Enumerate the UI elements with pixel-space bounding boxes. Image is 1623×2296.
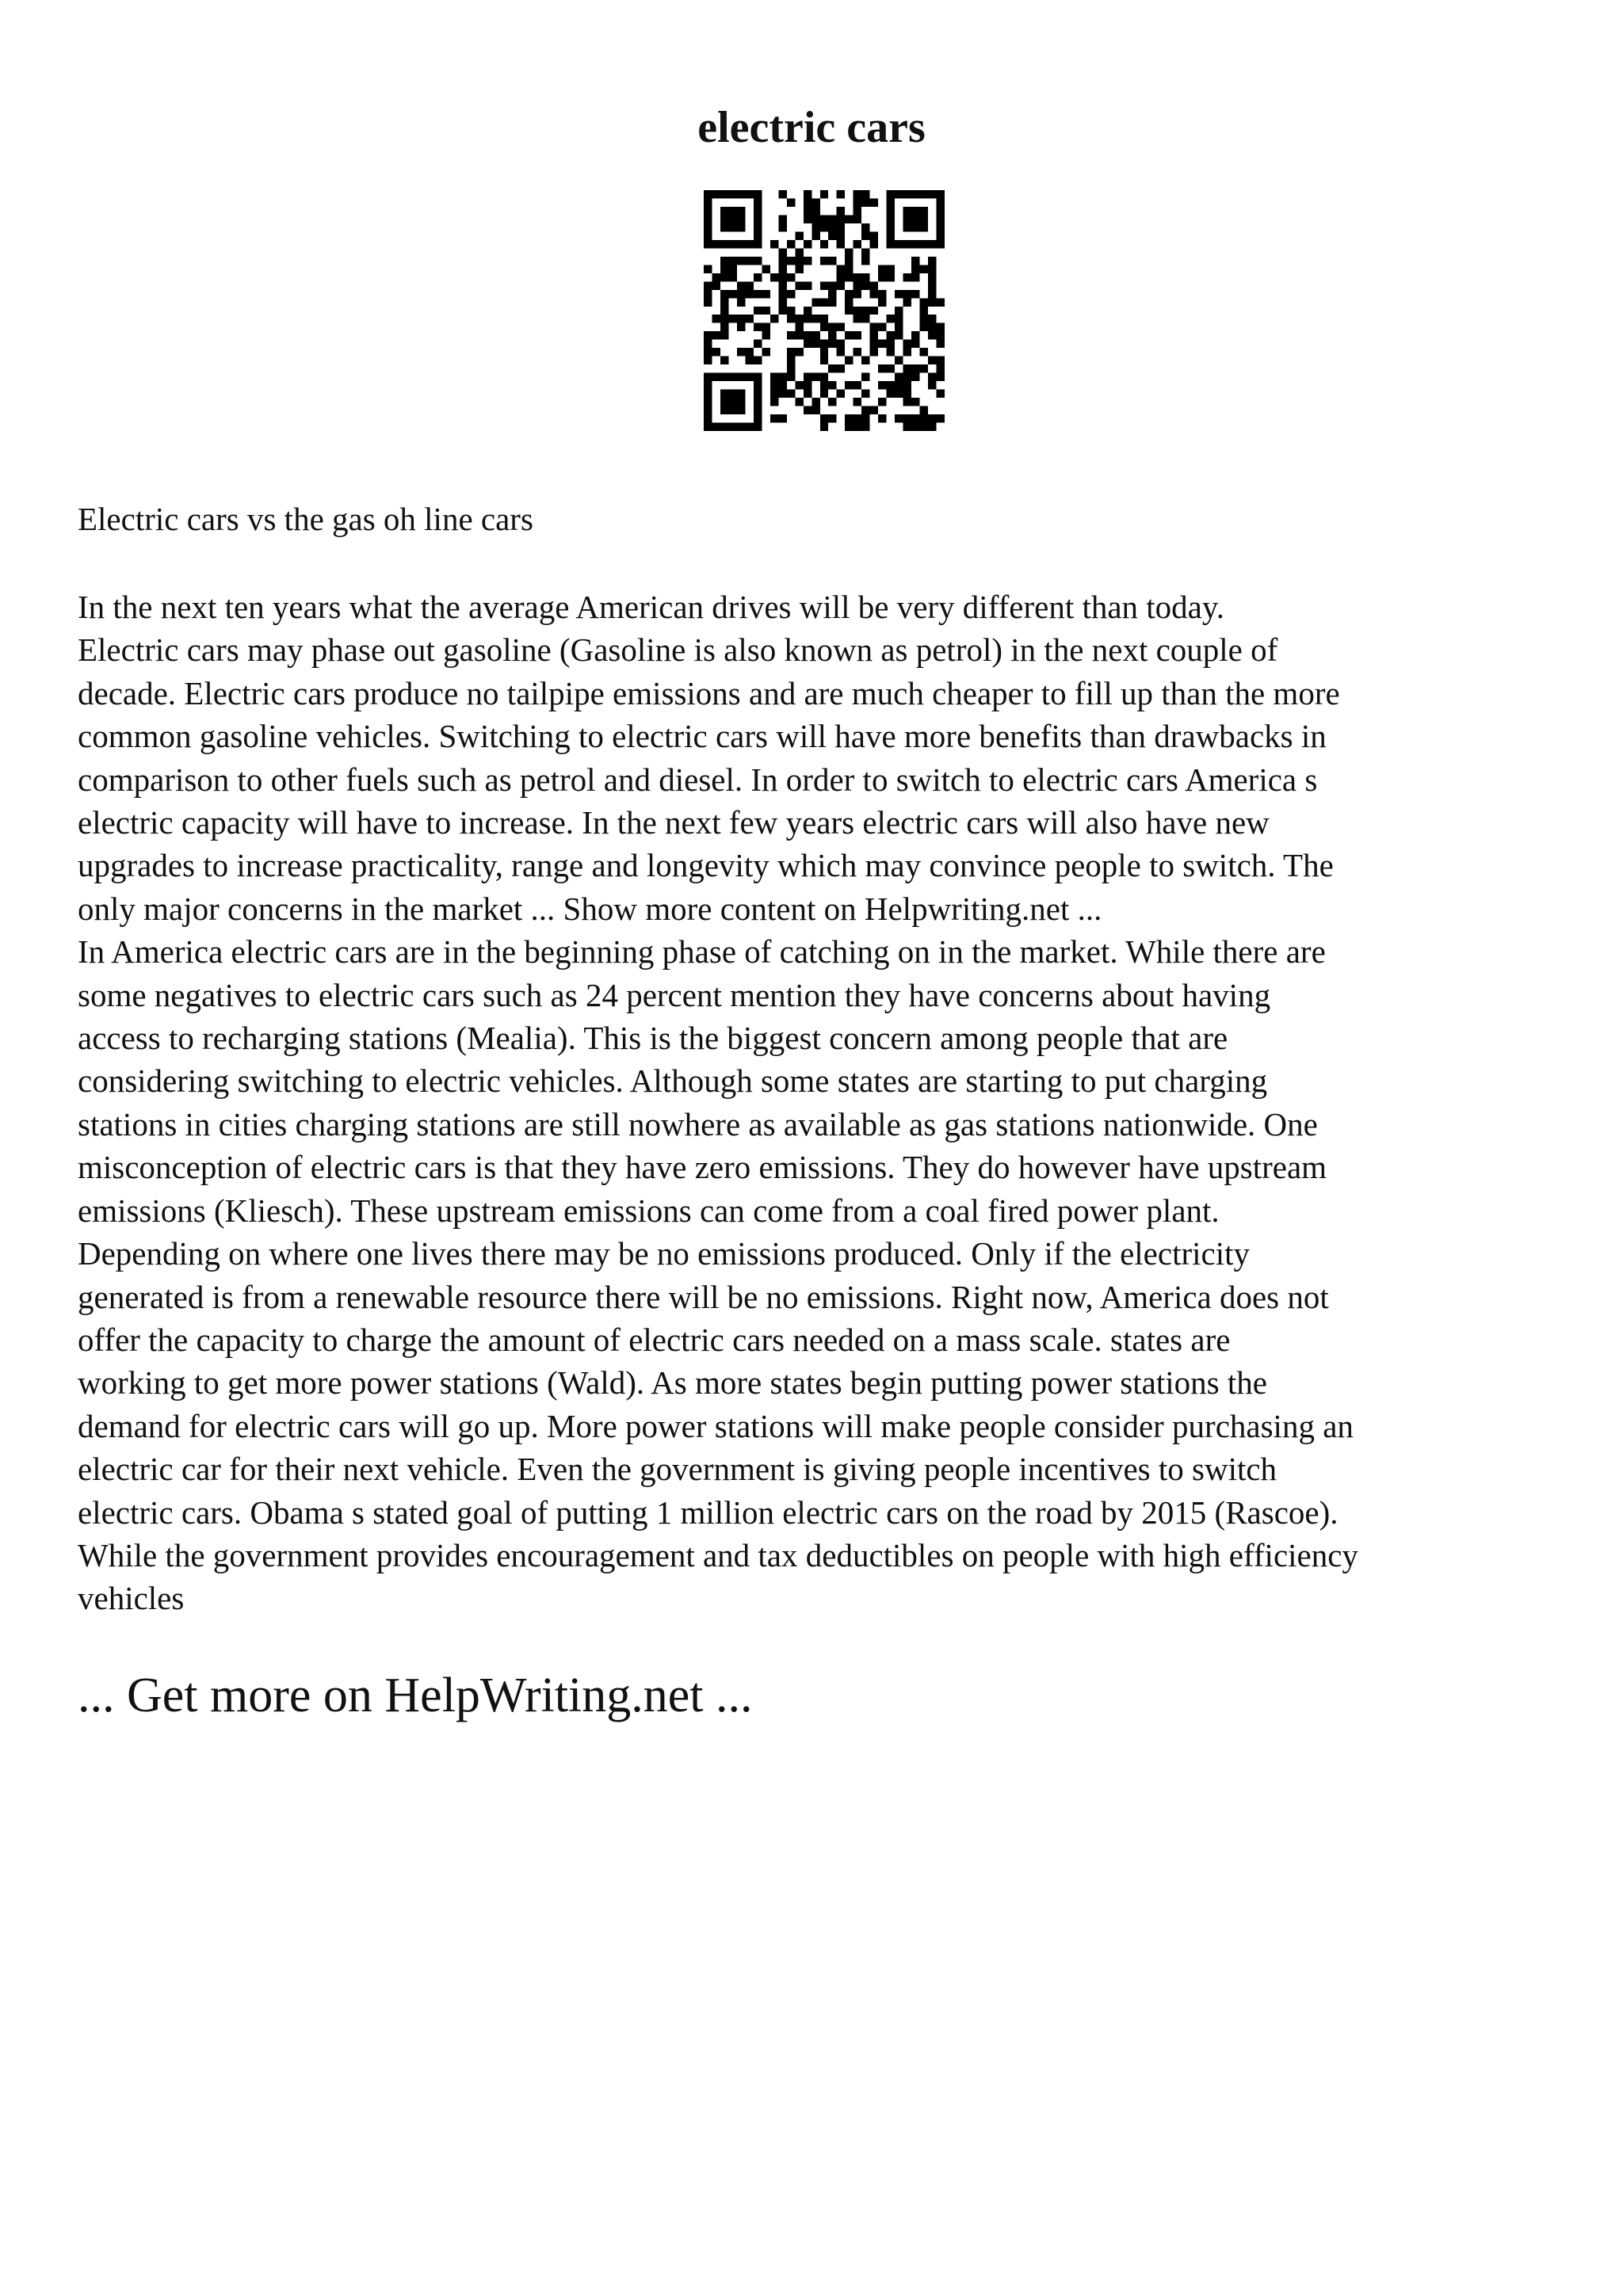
document-body (78, 585, 1550, 1620)
text-line: access to recharging stations (Mealia). This is the biggest concern among people that are (78, 1020, 1228, 1057)
qr-code-icon (704, 190, 945, 431)
text-line: some negatives to electric cars such as 24 percent mention they have concerns about having (78, 976, 1271, 1013)
text-line: Electric cars may phase out gasoline (Gasoline is also known as petrol) in the next couple of (78, 631, 1278, 669)
document-title: electric cars (697, 103, 926, 152)
text-line: offer the capacity to charge the amount of electric cars needed on a mass scale. states are (78, 1321, 1231, 1358)
paragraph-2 (78, 930, 1550, 1620)
text-line: common gasoline vehicles. Switching to electric cars will have more benefits than drawbacks in (78, 718, 1327, 755)
text-line: electric car for their next vehicle. Even the government is giving people incentives to switch (78, 1451, 1277, 1488)
text-line: stations in cities charging stations are still nowhere as available as gas stations nationwide. One (78, 1105, 1318, 1142)
document-subtitle: Electric cars vs the gas oh line cars (78, 501, 533, 537)
text-line: In the next ten years what the average American drives will be very different than today. (78, 589, 1224, 625)
text-line: generated is from a renewable resource there will be no emissions. Right now, America does not (78, 1278, 1329, 1315)
get-more-link[interactable]: ... Get more on HelpWriting.net ... (78, 1669, 753, 1722)
text-line: misconception of electric cars is that they have zero emissions. They do however have upstream (78, 1149, 1327, 1186)
text-line: Depending on where one lives there may be no emissions produced. Only if the electricity (78, 1235, 1250, 1272)
text-line: While the government provides encouragement and tax deductibles on people with high efficiency (78, 1536, 1358, 1573)
text-line: demand for electric cars will go up. More power stations will make people consider purchasing an (78, 1407, 1354, 1444)
text-line: decade. Electric cars produce no tailpipe emissions and are much cheaper to fill up than the more (78, 674, 1340, 711)
text-line: electric capacity will have to increase. In the next few years electric cars will also have new (78, 804, 1270, 841)
text-line: comparison to other fuels such as petrol and diesel. In order to switch to electric cars America s (78, 761, 1318, 798)
text-line: In America electric cars are in the beginning phase of catching on in the market. While there are (78, 933, 1326, 971)
text-line: working to get more power stations (Wald). As more states begin putting power stations the (78, 1364, 1267, 1402)
text-line: upgrades to increase practicality, range and longevity which may convince people to switch. The (78, 847, 1334, 884)
text-line: only major concerns in the market ... Show more content on Helpwriting.net ... (78, 890, 1102, 927)
text-line: electric cars. Obama s stated goal of putting 1 million electric cars on the road by 2015 (Rascoe). (78, 1493, 1338, 1531)
text-line: considering switching to electric vehicles. Although some states are starting to put charging (78, 1062, 1268, 1100)
paragraph-1 (78, 585, 1550, 930)
text-line: emissions (Kliesch). These upstream emissions can come from a coal fired power plant. (78, 1192, 1220, 1229)
text-line: vehicles (78, 1580, 185, 1617)
